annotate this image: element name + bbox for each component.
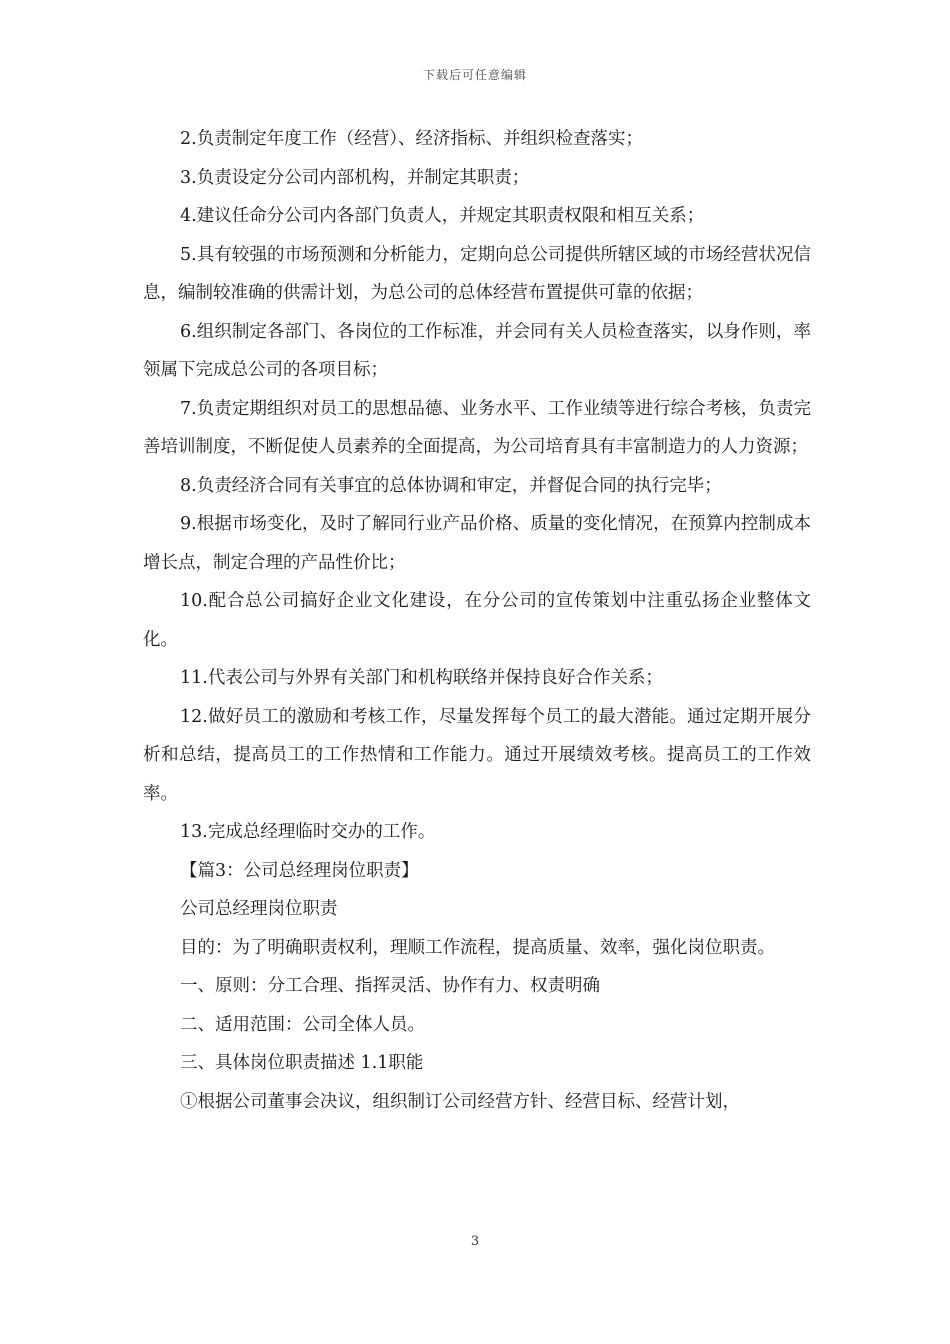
paragraph-item-5: 5.具有较强的市场预测和分析能力，定期向总公司提供所辖区域的市场经营状况信息，编制较准确的供需计划，为总公司的总体经营布置提供可靠的依据； xyxy=(143,244,811,303)
page-header: 下载后可任意编辑 xyxy=(422,68,527,82)
paragraph-item-11: 11.代表公司与外界有关部门和机构联络并保持良好合作关系； xyxy=(180,668,663,688)
paragraph-item-13: 13.完成总经理临时交办的工作。 xyxy=(180,822,436,842)
duty-item-1: ①根据公司董事会决议，组织制订公司经营方针、经营目标、经营计划， xyxy=(180,1091,740,1112)
paragraph-item-10: 10.配合总公司搞好企业文化建设，在分公司的宣传策划中注重弘扬企业整体文化。 xyxy=(143,591,811,650)
paragraph-item-9: 9.根据市场变化，及时了解同行业产品价格、质量的变化情况，在预算内控制成本增长点，制定合理的产品性价比； xyxy=(143,514,811,573)
page-number: 3 xyxy=(470,1234,480,1249)
section-title: 公司总经理岗位职责 xyxy=(180,899,338,919)
paragraph-item-2: 2.负责制定年度工作（经营）、经济指标、并组织检查落实； xyxy=(180,129,643,149)
purpose-paragraph: 目的：为了明确职责权利，理顺工作流程，提高质量、效率，强化岗位职责。 xyxy=(180,937,775,958)
paragraph-item-12: 12.做好员工的激励和考核工作，尽量发挥每个员工的最大潜能。通过定期开展分析和总结，提高员工的工作热情和工作能力。通过开展绩效考核。提高员工的工作效率。 xyxy=(143,706,811,804)
document-body xyxy=(143,120,811,1121)
paragraph-item-4: 4.建议任命分公司内各部门负责人，并规定其职责权限和相互关系； xyxy=(180,206,705,226)
section-heading: 【篇3：公司总经理岗位职责】 xyxy=(180,860,419,881)
scope-paragraph: 二、适用范围：公司全体人员。 xyxy=(180,1014,425,1035)
paragraph-item-3: 3.负责设定分公司内部机构，并制定其职责； xyxy=(180,167,530,188)
duties-heading: 三、具体岗位职责描述 1.1职能 xyxy=(180,1053,424,1073)
paragraph-item-6: 6.组织制定各部门、各岗位的工作标准，并会同有关人员检查落实，以身作则，率领属下完成总公司的各项目标； xyxy=(143,321,811,380)
paragraph-item-8: 8.负责经济合同有关事宜的总体协调和审定，并督促合同的执行完毕； xyxy=(180,475,722,496)
principle-paragraph: 一、原则：分工合理、指挥灵活、协作有力、权责明确 xyxy=(180,976,600,996)
paragraph-item-7: 7.负责定期组织对员工的思想品德、业务水平、工作业绩等进行综合考核，负责完善培训制度，不断促使人员素养的全面提高，为公司培育具有丰富制造力的人力资源； xyxy=(143,398,811,457)
